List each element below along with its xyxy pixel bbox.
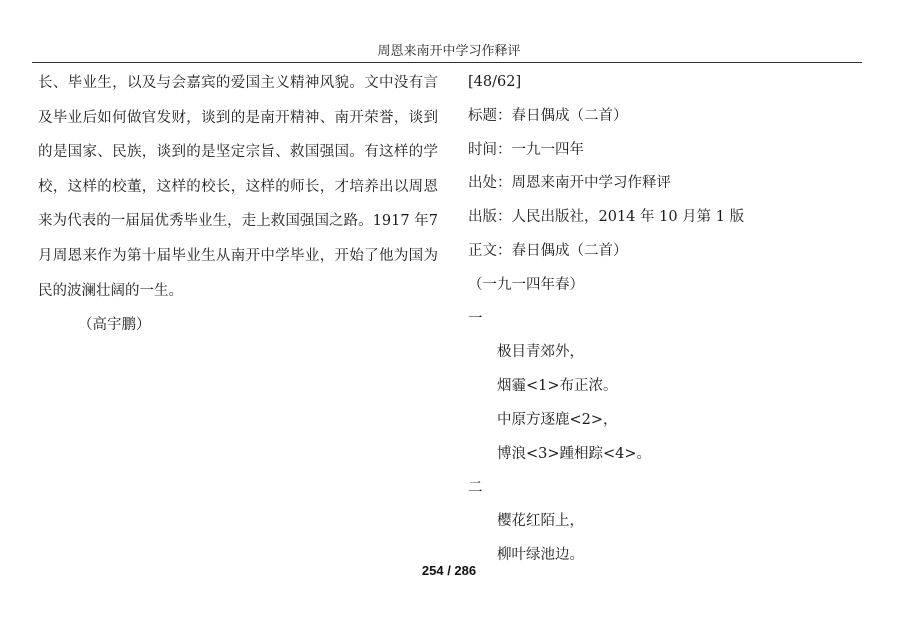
body-paragraph: 长、毕业生，以及与会嘉宾的爱国主义精神风貌。文中没有言及毕业后如何做官发财，谈到的是南开精神、南开荣誉，谈到的是国家、民族，谈到的是坚定宗旨、救国强国。有这样的学校，这样的校董，这样的校长，这样的师长，才培养出以周恩来为代表的一届届优秀毕业生，走上救国强国之路。1917 年7 月周恩来作为第十届毕业生从南开中学毕业，开始了他为国为民的波澜壮阔的一生。 [38,75,438,299]
poem-line: 博浪<3>踵相踪<4>。 [497,445,652,462]
record-source: 出处：周恩来南开中学习作释评 [468,175,671,192]
page-number: 254 / 286 [421,563,477,578]
record-index: [48/62] [468,74,522,90]
right-column [468,66,868,573]
poem-number-1: 一 [468,310,483,327]
record-title: 标题：春日偶成（二首） [468,107,628,124]
poem-line: 柳叶绿池边。 [497,547,584,564]
record-publication: 出版：人民出版社，2014 年 10 月第 1 版 [468,209,745,226]
record-body-title: 正文：春日偶成（二首） [468,242,628,259]
record-time: 时间：一九一四年 [468,141,584,158]
poem-line: 中原方逐鹿<2>， [497,411,618,428]
header-divider [32,62,862,63]
author-credit: （高宇鹏） [78,317,151,334]
poem-number-2: 二 [468,479,483,496]
poem-line: 樱花红陌上， [497,513,584,530]
page-header: 周恩来南开中学习作释评 [377,44,521,59]
poem-line: 烟霾<1>布正浓。 [497,378,618,395]
poem-date-note: （一九一四年春） [468,276,584,293]
poem-line: 极目青郊外， [497,344,584,361]
left-column [38,66,438,343]
